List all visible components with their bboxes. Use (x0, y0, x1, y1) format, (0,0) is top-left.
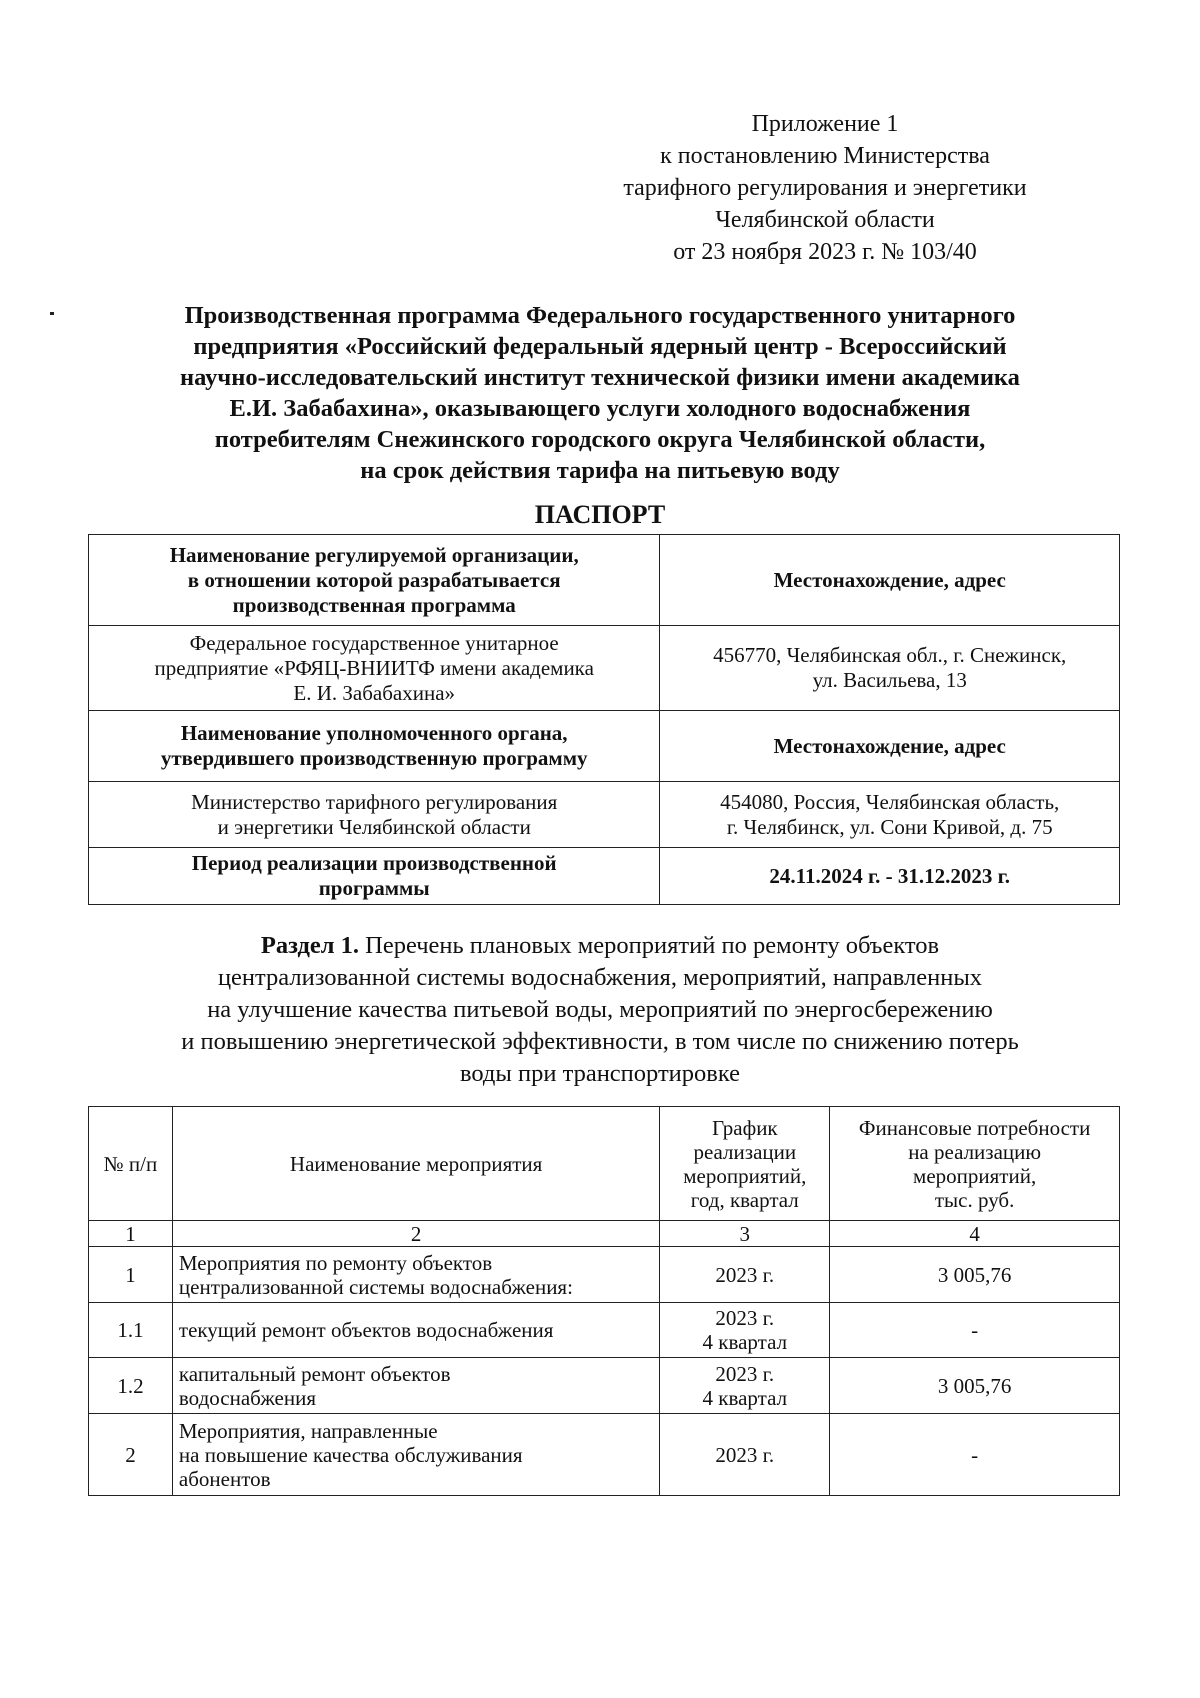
appendix-line: Челябинской области (715, 207, 935, 233)
row-schedule: 2023 г. (660, 1414, 830, 1496)
org-name-cell: Федеральное государственное унитарное предприятие «РФЯЦ-ВНИИТФ имени академика Е. И. Забабахина» (89, 626, 660, 711)
period-label-cell: Период реализации производственной программы (89, 848, 660, 905)
scan-speck (50, 312, 54, 315)
row-num: 2 (89, 1414, 173, 1496)
row-finance: - (830, 1303, 1120, 1358)
row-num: 1 (89, 1247, 173, 1303)
authority-header-cell: Наименование уполномоченного органа, утвердившего производственную программу (89, 711, 660, 782)
row-finance: 3 005,76 (830, 1358, 1120, 1414)
table-row (89, 626, 1120, 711)
table-row (89, 1414, 1120, 1496)
authority-location-header-cell: Местонахождение, адрес (660, 711, 1120, 782)
section-line: и повышению энергетической эффективности, в том числе по снижению потерь (181, 1028, 1019, 1055)
row-finance: - (830, 1414, 1120, 1496)
row-num: 1.2 (89, 1358, 173, 1414)
passport-table (88, 534, 1120, 905)
title-line: Производственная программа Федерального государственного унитарного (184, 302, 1016, 329)
title-line: потребителям Снежинского городского округа Челябинской области, (214, 426, 986, 453)
table-row (89, 1247, 1120, 1303)
section-line: централизованной системы водоснабжения, мероприятий, направленных (217, 964, 983, 991)
table-row (89, 711, 1120, 782)
appendix-line: от 23 ноября 2023 г. № 103/40 (673, 239, 977, 265)
section-line: Перечень плановых мероприятий по ремонту объектов (365, 932, 940, 959)
table-row (89, 782, 1120, 848)
table-row (89, 848, 1120, 905)
title-line: на срок действия тарифа на питьевую воду (360, 457, 840, 484)
row-schedule: 2023 г. (660, 1247, 830, 1303)
authority-name-cell: Министерство тарифного регулирования и энергетики Челябинской области (89, 782, 660, 848)
row-name: текущий ремонт объектов водоснабжения (172, 1303, 659, 1358)
table-row (89, 535, 1120, 626)
authority-address-cell: 454080, Россия, Челябинская область, г. Челябинск, ул. Сони Кривой, д. 75 (660, 782, 1120, 848)
appendix-line: тарифного регулирования и энергетики (623, 175, 1027, 201)
section-line: на улучшение качества питьевой воды, мероприятий по энергосбережению (207, 996, 993, 1023)
period-value-cell: 24.11.2024 г. - 31.12.2023 г. (660, 848, 1120, 905)
section-line: воды при транспортировке (459, 1060, 741, 1087)
index-row: 1 2 3 4 (89, 1221, 1120, 1247)
section-heading (100, 930, 1100, 1090)
document-title (100, 300, 1100, 486)
title-line: научно-исследовательский институт технической физики имени академика (180, 364, 1020, 391)
org-address-cell: 456770, Челябинская обл., г. Снежинск, ул. Васильева, 13 (660, 626, 1120, 711)
section-label: Раздел 1. (260, 932, 359, 959)
table-header-row (89, 1107, 1120, 1221)
passport-heading: ПАСПОРТ (534, 500, 666, 529)
title-line: предприятия «Российский федеральный ядерный центр - Всероссийский (193, 333, 1007, 360)
table-row (89, 1358, 1120, 1414)
row-num: 1.1 (89, 1303, 173, 1358)
row-name: Мероприятия по ремонту объектов централизованной системы водоснабжения: (172, 1247, 659, 1303)
row-schedule: 2023 г. 4 квартал (660, 1358, 830, 1414)
table-row (89, 1303, 1120, 1358)
title-line: Е.И. Забабахина», оказывающего услуги холодного водоснабжения (229, 395, 971, 422)
row-name: Мероприятия, направленные на повышение качества обслуживания абонентов (172, 1414, 659, 1496)
location-header-cell: Местонахождение, адрес (660, 535, 1120, 626)
row-schedule: 2023 г. 4 квартал (660, 1303, 830, 1358)
appendix-line: Приложение 1 (751, 111, 899, 137)
header-name: Наименование мероприятия (172, 1107, 659, 1221)
row-name: капитальный ремонт объектов водоснабжения (172, 1358, 659, 1414)
header-schedule: График реализации мероприятий, год, квартал (660, 1107, 830, 1221)
plan-table (88, 1106, 1120, 1496)
row-finance: 3 005,76 (830, 1247, 1120, 1303)
appendix-block (560, 108, 1090, 268)
appendix-line: к постановлению Министерства (660, 143, 990, 169)
header-finance: Финансовые потребности на реализацию мероприятий, тыс. руб. (830, 1107, 1120, 1221)
org-header-cell: Наименование регулируемой организации, в отношении которой разрабатывается производственная программа (89, 535, 660, 626)
header-num: № п/п (89, 1107, 173, 1221)
